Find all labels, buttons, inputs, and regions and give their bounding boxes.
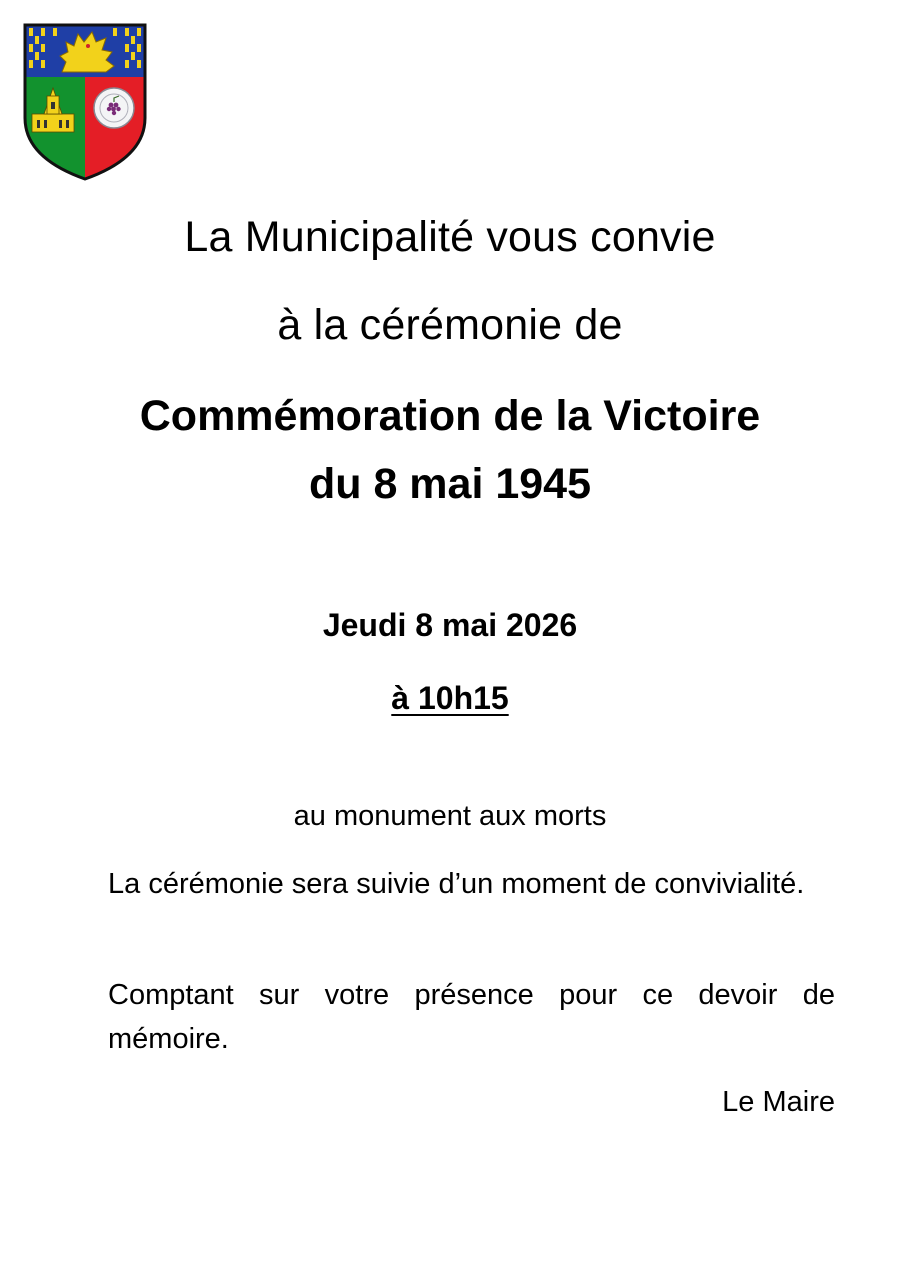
event-title-line-2: du 8 mai 1945 <box>308 460 592 508</box>
event-time: à 10h15 <box>391 680 509 716</box>
event-date: Jeudi 8 mai 2026 <box>322 607 578 643</box>
invitation-line-2: à la cérémonie de <box>277 301 623 349</box>
invitation-line-1: La Municipalité vous convie <box>184 213 716 261</box>
paragraph-reception: La cérémonie sera suivie d’un moment de convivialité. <box>108 868 805 900</box>
event-title-line-1: Commémoration de la Victoire <box>139 392 761 440</box>
coat-of-arms-image <box>22 22 148 182</box>
event-place: au monument aux morts <box>293 800 607 832</box>
paragraph-closing: Comptant sur votre présence pour ce devoir de mémoire. <box>108 979 835 1055</box>
signature: Le Maire <box>722 1086 835 1118</box>
